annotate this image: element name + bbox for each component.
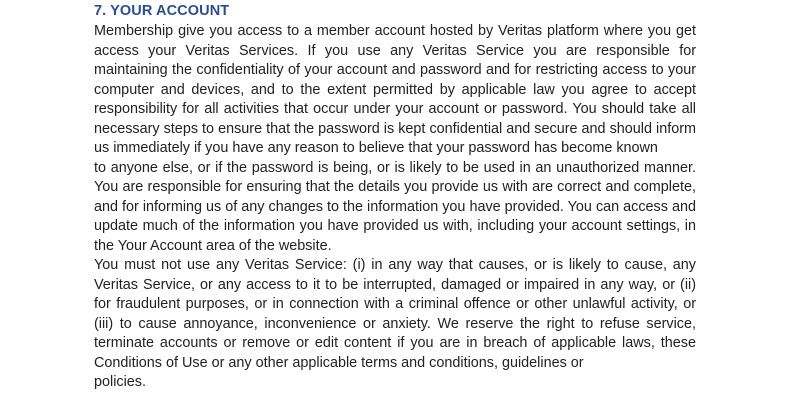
paragraph-policies-tail: policies. xyxy=(94,374,146,390)
paragraph-acceptable-use: You must not use any Veritas Service: (i) in any way that causes, or is likely to cause, any Veritas Service, or any access to it to be interrupted, damaged or impaired in any way, or (ii) for fraudulent purposes, or in connection with a criminal offence or other unlawful activity, or (iii) to cause annoyance, inconvenience or anxiety. We reserve the right to refuse service, terminate accounts or remove or edit content if you are in breach of applicable laws, these Conditions of Use or any other applicable terms and conditions, guidelines or xyxy=(94,257,696,371)
terms-section xyxy=(94,2,696,393)
section-heading: 7. YOUR ACCOUNT xyxy=(94,3,230,19)
paragraph-account-details: to anyone else, or if the password is being, or is likely to be used in an unauthorized manner. You are responsible for ensuring that the details you provide us with are correct and complete, and for informing us of any changes to the information you have provided. You can access and update much of the information you have provided us with, including your account settings, in the Your Account area of the website. xyxy=(94,159,696,254)
paragraph-account-access: Membership give you access to a member account hosted by Veritas platform where you get access your Veritas Services. If you use any Veritas Service you are responsible for maintaining the confidentiality of your account and password and for restricting access to your computer and devices, and to the extent permitted by applicable law you agree to accept responsibility for all activities that occur under your account or password. You should take all necessary steps to ensure that the password is kept confidential and secure and should inform us immediately if you have any reason to believe that your password has become known xyxy=(94,23,696,156)
